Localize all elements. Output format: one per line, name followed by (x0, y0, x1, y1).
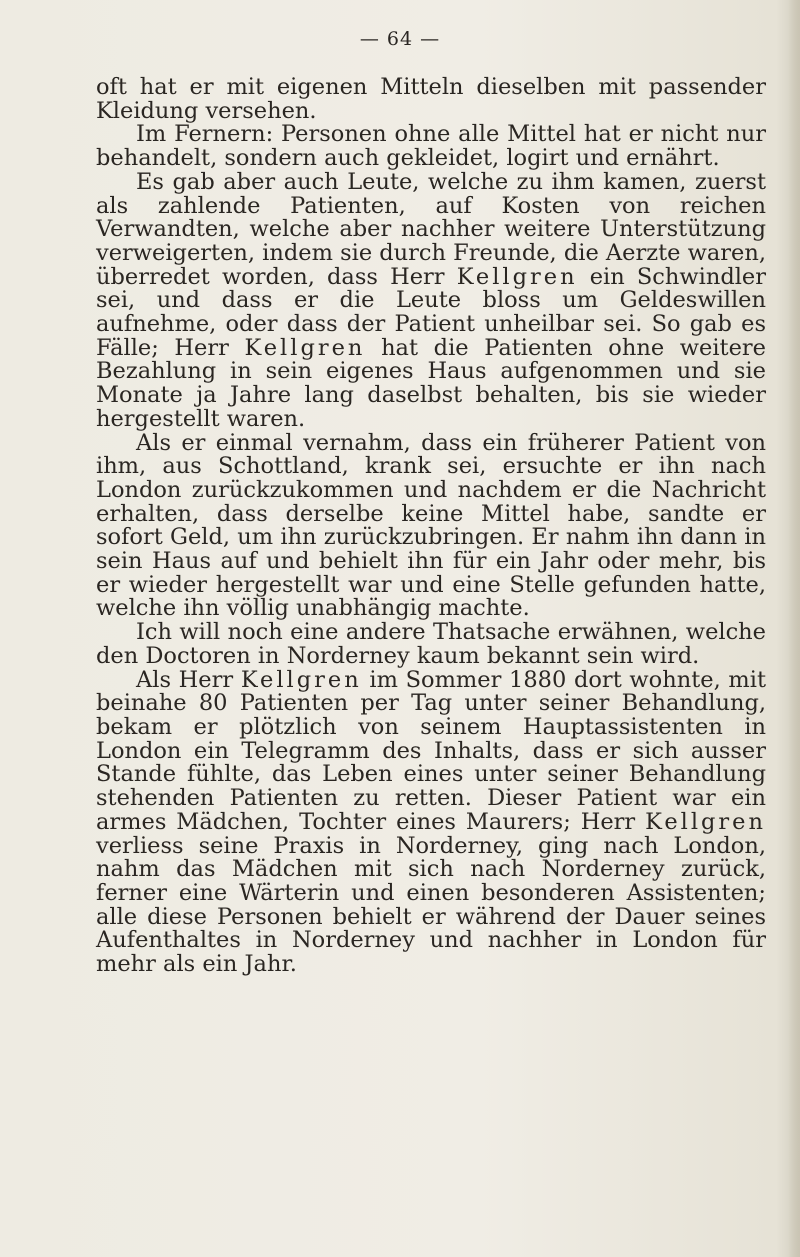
paragraph-4 (96, 429, 766, 622)
name-kellgren: Kellgren (240, 666, 362, 693)
page-edge (788, 0, 800, 1257)
page-number: — 64 — (359, 28, 441, 50)
name-kellgren: Kellgren (645, 808, 766, 835)
text-segment: Als er einmal vernahm, dass ein früherer Patient von ihm, aus Schottland, krank sei, ersuchte er ihn nach London zurückzukommen und nachdem er die Nachricht erhalten, dass derselbe keine Mittel habe, sandte er sofort Geld, um ihn zurückzubringen. Er nahm ihn dann in sein Haus auf und behielt ihn für ein Jahr oder mehr, bis er wieder hergestellt war und eine Stelle gefunden hatte, welche ihn völlig unabhängig machte. (96, 429, 766, 622)
text-segment: hat die Patienten ohne weitere Bezahlung in sein eigenes Haus aufgenommen und sie Monate ja Jahre lang daselbst behalten, bis sie wieder hergestellt waren. (96, 334, 766, 432)
body-text (96, 76, 766, 977)
text-segment: verliess seine Praxis in Norderney, ging nach London, nahm das Mädchen mit sich nach Norderney zurück, ferner eine Wärterin und einen besonderen Assistenten; alle diese Personen behielt er während der Dauer seines Aufenthaltes in Norderney und nachher in London für mehr als ein Jahr. (96, 832, 766, 978)
text-segment: Im Fernern: Personen ohne alle Mittel hat er nicht nur behandelt, sondern auch gekleidet, logirt und ernährt. (96, 121, 766, 172)
paragraph-2 (96, 123, 766, 170)
text-segment: ein Schwindler sei, und dass er die Leute bloss um Geldeswillen aufnehme, oder dass der Patient unheilbar sei. So gab es Fälle; Herr (96, 263, 767, 361)
paragraph-5 (96, 621, 766, 668)
text-segment: Es gab aber auch Leute, welche zu ihm kamen, zuerst als zahlende Patienten, auf Kosten von reichen Verwandten, welche aber nachher weitere Unterstützung verweigerten, indem sie durch Freunde, die Aerzte waren, überredet worden, dass Herr (96, 168, 767, 290)
text-segment: Ich will noch eine andere Thatsache erwähnen, welche den Doctoren in Norderney kaum bekannt sein wird. (96, 619, 766, 669)
paragraph-3 (96, 168, 767, 432)
text-segment: im Sommer 1880 dort wohnte, mit beinahe 80 Patienten per Tag unter seiner Behandlung, bekam er plötzlich von seinem Hauptassistenten in London ein Telegramm des Inhalts, dass er sich ausser Stande fühlte, das Leben eines unter seiner Behandlung stehenden Patienten zu retten. Dieser Patient war ein armes Mädchen, Tochter eines Maurers; Herr (96, 666, 766, 835)
text-segment: oft hat er mit eigenen Mitteln dieselben mit passender Kleidung versehen. (96, 74, 766, 124)
paragraph-1 (96, 76, 766, 123)
text-segment: Als Herr (136, 666, 241, 693)
paragraph-6 (96, 666, 766, 978)
name-kellgren: Kellgren (244, 334, 366, 361)
name-kellgren: Kellgren (456, 263, 578, 290)
